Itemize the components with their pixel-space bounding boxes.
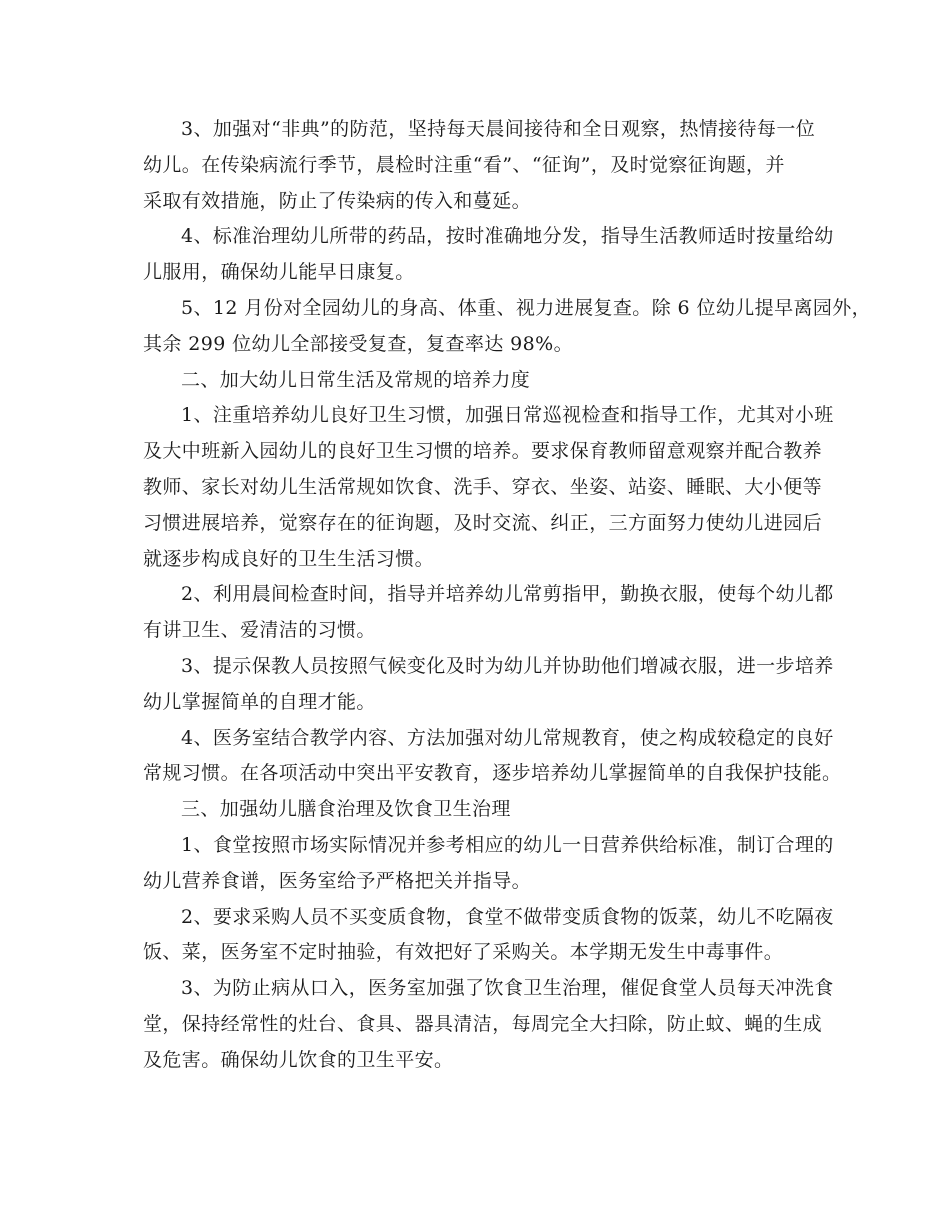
text-line: 及大中班新入园幼儿的良好卫生习惯的培养。要求保育教师留意观察并配合教养	[143, 440, 823, 463]
text-line: 及危害。确保幼儿饮食的卫生平安。	[143, 1048, 454, 1071]
text-line: 4、标准治理幼儿所带的药品，按时准确地分发，指导生活教师适时按量给幼	[181, 225, 834, 248]
text-line: 儿服用，确保幼儿能早日康复。	[143, 261, 415, 284]
text-line: 3、为防止病从口入，医务室加强了饮食卫生治理，催促食堂人员每天冲洗食	[181, 977, 834, 1000]
text-line: 2、要求采购人员不买变质食物，食堂不做带变质食物的饭菜，幼儿不吃隔夜	[181, 905, 834, 928]
text-line: 3、提示保教人员按照气候变化及时为幼儿并协助他们增减衣服，进一步培养	[181, 654, 834, 677]
text-line: 堂，保持经常性的灶台、食具、器具清洁，每周完全大扫除，防止蚊、蝇的生成	[143, 1012, 823, 1035]
section-heading: 二、加大幼儿日常生活及常规的培养力度	[181, 368, 531, 391]
text-line: 1、注重培养幼儿良好卫生习惯，加强日常巡视检查和指导工作，尤其对小班	[181, 404, 834, 427]
text-line: 教师、家长对幼儿生活常规如饮食、洗手、穿衣、坐姿、站姿、睡眠、大小便等	[143, 475, 823, 498]
text-line: 5、12 月份对全园幼儿的身高、体重、视力进展复查。除 6 位幼儿提早离园外，	[181, 296, 872, 319]
text-line: 幼儿。在传染病流行季节，晨检时注重“看”、“征询”，及时觉察征询题，并	[143, 153, 785, 176]
text-line: 常规习惯。在各项活动中突出平安教育，逐步培养幼儿掌握简单的自我保护技能。	[143, 762, 842, 785]
text-line: 有讲卫生、爱清洁的习惯。	[143, 619, 376, 642]
text-line: 3、加强对“非典”的防范，坚持每天晨间接待和全日观察，热情接待每一位	[181, 118, 816, 140]
document-body	[143, 112, 872, 1079]
text-line: 4、医务室结合教学内容、方法加强对幼儿常规教育，使之构成较稳定的良好	[181, 726, 834, 749]
text-line: 1、食堂按照市场实际情况并参考相应的幼儿一日营养供给标准，制订合理的	[181, 833, 834, 856]
text-line: 幼儿营养食谱，医务室给予严格把关并指导。	[143, 869, 532, 892]
text-line: 就逐步构成良好的卫生生活习惯。	[143, 547, 435, 570]
text-line: 其余 299 位幼儿全部接受复查，复查率达 98%。	[143, 332, 574, 355]
text-line: 习惯进展培养，觉察存在的征询题，及时交流、纠正，三方面努力使幼儿进园后	[143, 511, 823, 534]
text-line: 采取有效措施，防止了传染病的传入和蔓延。	[143, 189, 532, 212]
text-line: 幼儿掌握简单的自理才能。	[143, 690, 376, 713]
section-heading: 三、加强幼儿膳食治理及饮食卫生治理	[181, 798, 511, 821]
text-line: 饭、菜，医务室不定时抽验，有效把好了采购关。本学期无发生中毒事件。	[143, 941, 784, 964]
text-line: 2、利用晨间检查时间，指导并培养幼儿常剪指甲，勤换衣服，使每个幼儿都	[181, 583, 834, 606]
